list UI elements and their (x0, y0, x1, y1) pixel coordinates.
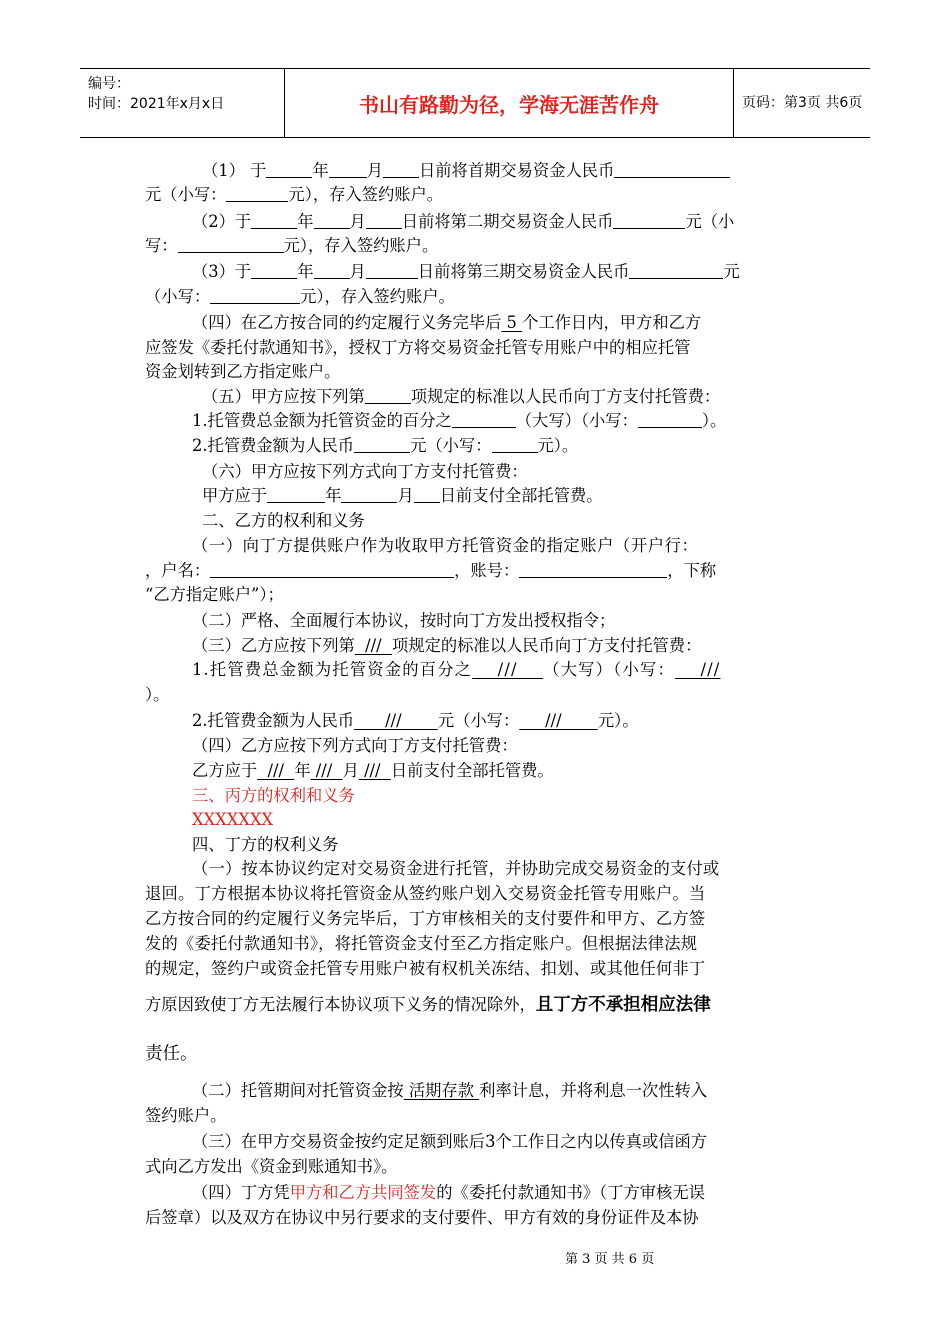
doc-time-label: 时间：2021年x月x日 (88, 96, 225, 112)
text-line: 乙方应于 /// 年 /// 月 /// 日前支付全部托管费。 (192, 761, 554, 780)
section-heading: 二、乙方的权利和义务 (202, 511, 365, 530)
text-line: 2.托管费金额为人民币 /// 元（小写： /// 元）。 (192, 711, 639, 730)
text-line: （四）丁方凭甲方和乙方共同签发的《委托付款通知书》（丁方审核无误 (192, 1183, 705, 1202)
text-line: 乙方按合同的约定履行义务完毕后，丁方审核相关的支付要件和甲方、乙方签 (145, 909, 706, 928)
text-line: （1） 于 年 月 日前将首期交易资金人民币 (202, 160, 730, 182)
placeholder-text: XXXXXXX (192, 810, 274, 829)
text-line: 责任。 (145, 1044, 198, 1064)
text-line: 式向乙方发出《资金到账通知书》。 (145, 1157, 398, 1176)
section-heading: 三、丙方的权利和义务 (192, 786, 355, 805)
text-line: 1.托管费总金额为托管资金的百分之 （大写）（小写： ）。 (192, 411, 727, 430)
text-line: （二）托管期间对托管资金按 活期存款 利率计息，并将利息一次性转入 (192, 1081, 708, 1100)
text-line: 方原因致使丁方无法履行本协议项下义务的情况除外，且丁方不承担相应法律 (145, 995, 711, 1015)
text-line: （3）于 年 月 日前将第三期交易资金人民币 元 (192, 262, 740, 281)
text-line: 2.托管费金额为人民币 元（小写： 元）。 (192, 436, 579, 455)
text-line: （三）乙方应按下列第 /// 项规定的标准以人民币向丁方支付托管费： (192, 636, 702, 655)
header-page-info: 页码：第3页 共6页 (742, 95, 863, 111)
text-line: （一）按本协议约定对交易资金进行托管，并协助完成交易资金的支付或 (192, 859, 720, 878)
header-motto: 书山有路勤为径，学海无涯苦作舟 (359, 92, 659, 117)
text-line: （2）于 年 月 日前将第二期交易资金人民币 元（小 (192, 212, 735, 231)
page-footer: 第 3 页 共 6 页 (565, 1252, 655, 1267)
text-line: 签约账户。 (145, 1106, 227, 1125)
text-line: （一）向丁方提供账户作为收取甲方托管资金的指定账户（开户行： (192, 536, 699, 555)
text-line: 甲方应于 年 月 日前支付全部托管费。 (202, 486, 603, 505)
section-heading: 四、丁方的权利义务 (192, 835, 339, 854)
text-line: （四）在乙方按合同的约定履行义务完毕后 5 个工作日内，甲方和乙方 (192, 313, 702, 332)
text-line: （六）甲方应按下列方式向丁方支付托管费： (202, 462, 528, 481)
text-line: 退回。丁方根据本协议将托管资金从签约账户划入交易资金托管专用账户。当 (145, 884, 706, 903)
text-line: 写： 元），存入签约账户。 (145, 236, 439, 255)
text-line: 后签章）以及双方在协议中另行要求的支付要件、甲方有效的身份证件及本协 (145, 1208, 699, 1227)
page-header (80, 68, 870, 138)
doc-number-label: 编号： (88, 76, 130, 92)
text-line: 发的《委托付款通知书》，将托管资金支付至乙方指定账户。但根据法律法规 (145, 934, 698, 953)
text-line: （三）在甲方交易资金按约定足额到账后3个工作日之内以传真或信函方 (192, 1132, 708, 1151)
text-line: ，户名： ，账号： ，下称 (145, 561, 717, 580)
text-line: 元（小写： 元），存入签约账户。 (145, 185, 444, 204)
text-line: （四）乙方应按下列方式向丁方支付托管费： (192, 736, 518, 755)
text-line: 1.托管费总金额为托管资金的百分之 /// （大写）（小写： /// (192, 660, 721, 679)
text-line: ）。 (145, 685, 170, 704)
text-line: 应签发《委托付款通知书》，授权丁方将交易资金托管专用账户中的相应托管 (145, 338, 691, 357)
text-line: 的规定，签约户或资金托管专用账户被有权机关冻结、扣划、或其他任何非丁 (145, 959, 706, 978)
header-meta (80, 69, 284, 137)
text-line: （小写： 元），存入签约账户。 (145, 287, 455, 306)
text-line: 资金划转到乙方指定账户。 (145, 362, 341, 381)
text-line: “乙方指定账户”）； (145, 585, 284, 604)
text-line: （五）甲方应按下列第 项规定的标准以人民币向丁方支付托管费： (202, 387, 721, 406)
text-line: （二）严格、全面履行本协议，按时向丁方发出授权指令； (192, 611, 616, 630)
header-divider (733, 69, 734, 137)
